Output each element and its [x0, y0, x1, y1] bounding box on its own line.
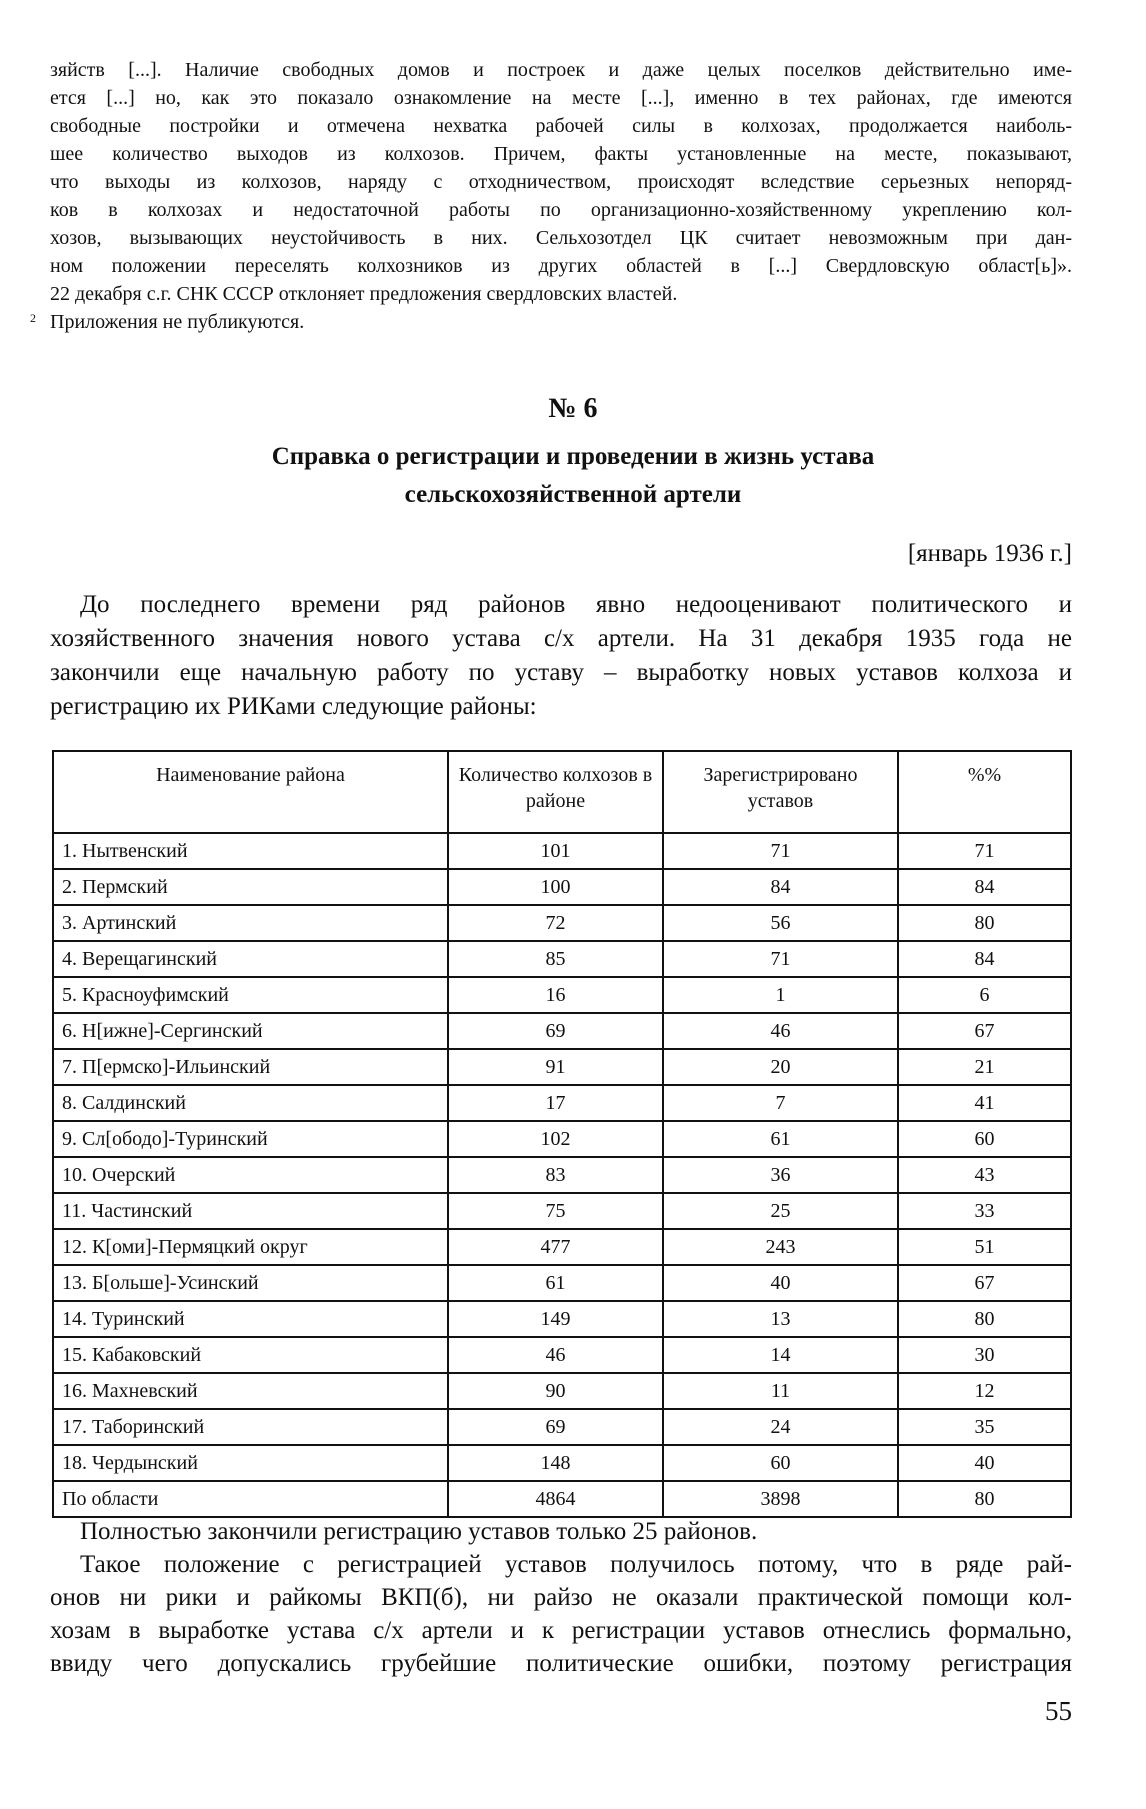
percent: 60 [898, 1121, 1071, 1157]
district-name: По области [53, 1481, 448, 1517]
percent: 84 [898, 869, 1071, 905]
table-row [53, 1013, 1071, 1049]
percent: 12 [898, 1373, 1071, 1409]
footnote-line: хозов, вызывающих неустойчивость в них. Сельхозотдел ЦК считает невозможным при дан- [50, 227, 1072, 249]
document-date: [январь 1936 г.] [907, 540, 1072, 567]
percent: 71 [898, 833, 1071, 869]
table-row [53, 833, 1071, 869]
district-name: 6. Н[ижне]-Сергинский [53, 1013, 448, 1049]
district-name: 3. Артинский [53, 905, 448, 941]
column-header: %% [898, 751, 1071, 833]
percent: 80 [898, 1481, 1071, 1517]
kolkhoz-count: 102 [448, 1121, 663, 1157]
kolkhoz-count: 16 [448, 977, 663, 1013]
registered-count: 60 [663, 1445, 898, 1481]
district-name: 8. Салдинский [53, 1085, 448, 1121]
text-line: хозяйственного значения нового устава с/х артели. На 31 декабря 1935 года не [50, 625, 1072, 652]
percent: 35 [898, 1409, 1071, 1445]
percent: 30 [898, 1337, 1071, 1373]
percent: 80 [898, 1301, 1071, 1337]
document-number: № 6 [548, 393, 598, 424]
footnote-line: что выходы из колхозов, наряду с отходничеством, происходят вследствие серьезных непоряд- [50, 171, 1072, 193]
registered-count: 40 [663, 1265, 898, 1301]
district-name: 16. Махневский [53, 1373, 448, 1409]
table-row [53, 1193, 1071, 1229]
percent: 43 [898, 1157, 1071, 1193]
percent: 80 [898, 905, 1071, 941]
title-line: сельскохозяйственной артели [404, 481, 742, 508]
column-header: Наименование района [53, 751, 448, 833]
percent: 6 [898, 977, 1071, 1013]
percent: 33 [898, 1193, 1071, 1229]
table-row [53, 1049, 1071, 1085]
footnote-line: ется [...] но, как это показало ознакомление на месте [...], именно в тех районах, где имеются [50, 87, 1072, 109]
kolkhoz-count: 75 [448, 1193, 663, 1229]
table-row [53, 1085, 1071, 1121]
percent: 51 [898, 1229, 1071, 1265]
registered-count: 25 [663, 1193, 898, 1229]
footnote-line: зяйств [...]. Наличие свободных домов и построек и даже целых поселков действительно име- [50, 59, 1072, 81]
kolkhoz-count: 90 [448, 1373, 663, 1409]
districts-table [52, 750, 1072, 1518]
footnote-2-text: Приложения не публикуются. [50, 311, 305, 333]
district-name: 5. Красноуфимский [53, 977, 448, 1013]
footnote-line: 22 декабря с.г. СНК СССР отклоняет предложения свердловских властей. [50, 283, 678, 305]
kolkhoz-count: 17 [448, 1085, 663, 1121]
table-row [53, 1445, 1071, 1481]
registered-count: 11 [663, 1373, 898, 1409]
table-row [53, 1373, 1071, 1409]
registered-count: 20 [663, 1049, 898, 1085]
registered-count: 13 [663, 1301, 898, 1337]
column-header: Зарегистрировано уставов [663, 751, 898, 833]
table-row [53, 1409, 1071, 1445]
district-name: 10. Очерский [53, 1157, 448, 1193]
percent: 21 [898, 1049, 1071, 1085]
district-name: 7. П[ермско]-Ильинский [53, 1049, 448, 1085]
registered-count: 243 [663, 1229, 898, 1265]
kolkhoz-count: 46 [448, 1337, 663, 1373]
district-name: 18. Чердынский [53, 1445, 448, 1481]
column-header: Количество колхозов в районе [448, 751, 663, 833]
kolkhoz-count: 148 [448, 1445, 663, 1481]
registered-count: 3898 [663, 1481, 898, 1517]
kolkhoz-count: 100 [448, 869, 663, 905]
district-name: 15. Кабаковский [53, 1337, 448, 1373]
page-number: 55 [1045, 1696, 1072, 1726]
table-row [53, 905, 1071, 941]
registered-count: 46 [663, 1013, 898, 1049]
percent: 40 [898, 1445, 1071, 1481]
document-title [0, 438, 1146, 514]
kolkhoz-count: 101 [448, 833, 663, 869]
footnote-2 [30, 308, 1072, 336]
kolkhoz-count: 72 [448, 905, 663, 941]
registered-count: 7 [663, 1085, 898, 1121]
footnote-line: шее количество выходов из колхозов. Причем, факты установленные на месте, показывают, [50, 143, 1072, 165]
closing-text [50, 1515, 1072, 1680]
registered-count: 14 [663, 1337, 898, 1373]
title-line: Справка о регистрации и проведении в жизнь устава [271, 443, 875, 470]
text-line: До последнего времени ряд районов явно недооценивают политического и [80, 591, 1072, 618]
kolkhoz-count: 69 [448, 1409, 663, 1445]
district-name: 4. Верещагинский [53, 941, 448, 977]
registered-count: 71 [663, 941, 898, 977]
district-name: 2. Пермский [53, 869, 448, 905]
registered-count: 1 [663, 977, 898, 1013]
footnote-line: ном положении переселять колхозников из других областей в [...] Свердловскую област[ь]». [50, 255, 1072, 277]
table-row [53, 1265, 1071, 1301]
kolkhoz-count: 4864 [448, 1481, 663, 1517]
table-row [53, 1481, 1071, 1517]
table-row [53, 1337, 1071, 1373]
intro-paragraph [50, 588, 1072, 724]
text-line: Такое положение с регистрацией уставов получилось потому, что в ряде рай- [80, 1551, 1072, 1578]
footnote-block [30, 56, 1072, 336]
district-name: 9. Сл[ободо]-Туринский [53, 1121, 448, 1157]
table-row [53, 1121, 1071, 1157]
table-header-row [53, 751, 1071, 833]
kolkhoz-count: 83 [448, 1157, 663, 1193]
district-name: 13. Б[ольше]-Усинский [53, 1265, 448, 1301]
registered-count: 84 [663, 869, 898, 905]
table-row [53, 977, 1071, 1013]
table-row [53, 1157, 1071, 1193]
text-line: закончили еще начальную работу по уставу – выработку новых уставов колхоза и [50, 659, 1072, 686]
district-name: 1. Нытвенский [53, 833, 448, 869]
percent: 84 [898, 941, 1071, 977]
table-row [53, 1229, 1071, 1265]
registered-count: 61 [663, 1121, 898, 1157]
text-line: регистрацию их РИКами следующие районы: [50, 693, 537, 720]
kolkhoz-count: 85 [448, 941, 663, 977]
district-name: 11. Частинский [53, 1193, 448, 1229]
text-line: Полностью закончили регистрацию уставов только 25 районов. [80, 1518, 758, 1545]
table-row [53, 1301, 1071, 1337]
district-name: 14. Туринский [53, 1301, 448, 1337]
text-line: ввиду чего допускались грубейшие политические ошибки, поэтому регистрация [50, 1650, 1072, 1677]
registered-count: 56 [663, 905, 898, 941]
table-row [53, 941, 1071, 977]
footnote-line: свободные постройки и отмечена нехватка рабочей силы в колхозах, продолжается наиболь- [50, 115, 1072, 137]
percent: 41 [898, 1085, 1071, 1121]
kolkhoz-count: 61 [448, 1265, 663, 1301]
district-name: 12. К[оми]-Пермяцкий округ [53, 1229, 448, 1265]
kolkhoz-count: 91 [448, 1049, 663, 1085]
table-row [53, 869, 1071, 905]
registered-count: 24 [663, 1409, 898, 1445]
kolkhoz-count: 477 [448, 1229, 663, 1265]
registered-count: 71 [663, 833, 898, 869]
text-line: хозам в выработке устава с/х артели и к регистрации уставов отнеслись формально, [50, 1617, 1072, 1644]
percent: 67 [898, 1265, 1071, 1301]
footnote-line: ков в колхозах и недостаточной работы по организационно-хозяйственному укреплению кол- [50, 199, 1072, 221]
registered-count: 36 [663, 1157, 898, 1193]
kolkhoz-count: 69 [448, 1013, 663, 1049]
text-line: онов ни рики и райкомы ВКП(б), ни райзо не оказали практической помощи кол- [50, 1584, 1072, 1611]
kolkhoz-count: 149 [448, 1301, 663, 1337]
district-name: 17. Таборинский [53, 1409, 448, 1445]
percent: 67 [898, 1013, 1071, 1049]
footnote-marker: 2 [30, 311, 36, 325]
